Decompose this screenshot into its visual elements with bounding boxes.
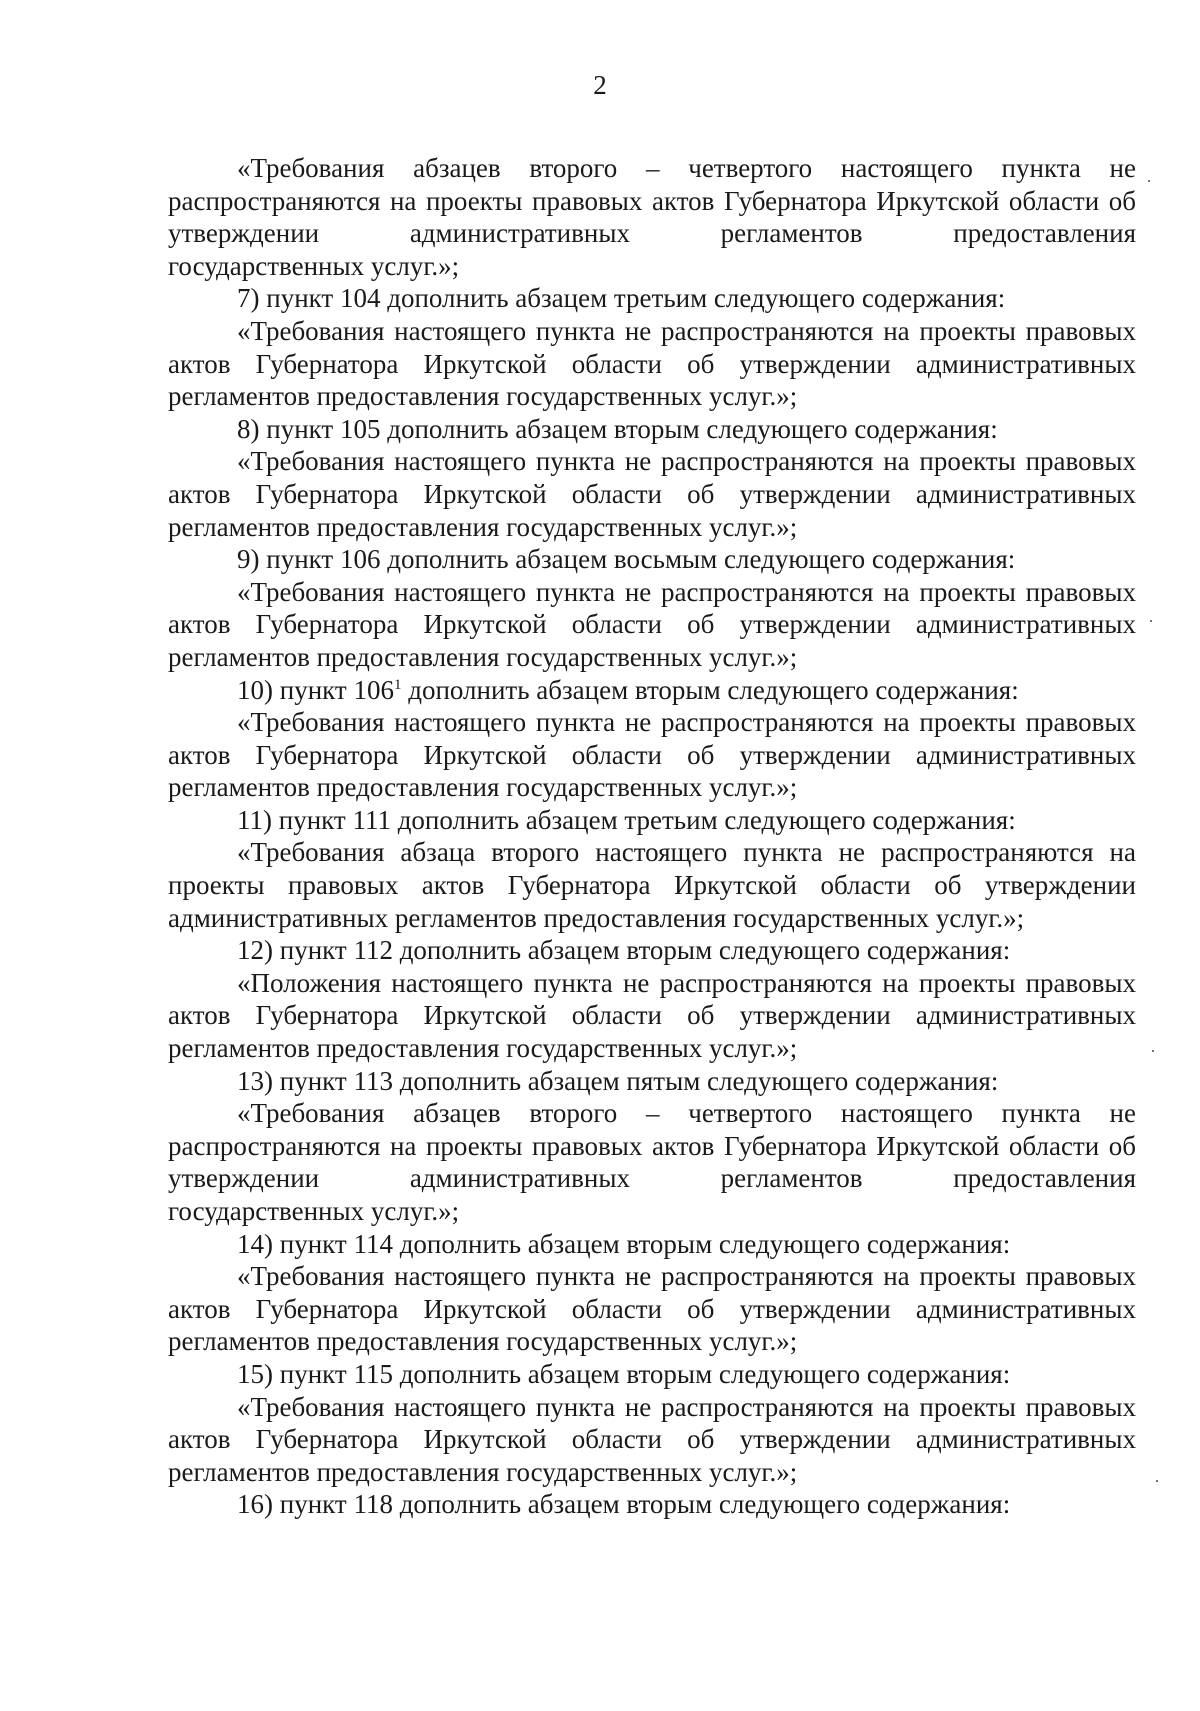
- paragraph-text: государственных услуг.»;: [168, 1196, 460, 1226]
- paragraph-text: «Требования настоящего пункта не распространяются на проекты правовых актов Губернатора Иркутской области об утверждении административных регламентов предоставления государственных услуг.»;: [168, 1261, 1136, 1357]
- superscript: 1: [393, 676, 402, 693]
- paragraph-item: [168, 1065, 1136, 1098]
- paragraph-text: дополнить абзацем вторым следующего содержания:: [401, 674, 1019, 705]
- paragraph-item: [168, 1488, 1136, 1521]
- paragraph-text: «Требования абзаца второго настоящего пункта не распространяются на проекты правовых актов Губернатора Иркутской области об утверждении административных регламентов предоставления государственных услуг.»;: [168, 837, 1136, 933]
- paragraph-quote: [168, 315, 1136, 413]
- scan-speck: [1152, 1050, 1154, 1052]
- paragraph-text: «Требования настоящего пункта не распространяются на проекты правовых актов Губернатора Иркутской области об утверждении административных регламентов предоставления государственных услуг.»;: [168, 707, 1136, 803]
- document-body: [168, 152, 1136, 1521]
- paragraph-item: [168, 413, 1136, 446]
- paragraph-text: «Требования абзацев второго – четвертого настоящего пункта не распространяются на проекты правовых актов Губернатора Иркутской области об утверждении административных регламентов предоставления: [168, 153, 1136, 249]
- paragraph-text: 9) пункт 106 дополнить абзацем восьмым следующего содержания:: [237, 544, 1016, 575]
- paragraph-item: [168, 282, 1136, 315]
- paragraph-item: [168, 804, 1136, 837]
- scan-speck: [1150, 620, 1152, 622]
- paragraph-quote: [168, 445, 1136, 543]
- paragraph-item: [168, 674, 1136, 707]
- scan-speck: [1156, 1480, 1158, 1482]
- paragraph-text: 14) пункт 114 дополнить абзацем вторым следующего содержания:: [237, 1228, 1011, 1259]
- paragraph-item: [168, 1358, 1136, 1391]
- paragraph-quote: [168, 152, 1136, 282]
- paragraph-item: [168, 1228, 1136, 1261]
- paragraph-text: «Требования абзацев второго – четвертого настоящего пункта не распространяются на проекты правовых актов Губернатора Иркутской области об утверждении административных регламентов предоставления: [168, 1098, 1136, 1194]
- paragraph-text: «Положения настоящего пункта не распространяются на проекты правовых актов Губернатора Иркутской области об утверждении административных регламентов предоставления государственных услуг.»;: [168, 967, 1136, 1064]
- page-number: 2: [593, 70, 607, 100]
- paragraph-quote: [168, 1391, 1136, 1489]
- paragraph-quote: [168, 836, 1136, 934]
- paragraph-text: «Требования настоящего пункта не распространяются на проекты правовых актов Губернатора Иркутской области об утверждении административных регламентов предоставления государственных услуг.»;: [168, 315, 1136, 412]
- paragraph-quote: [168, 1097, 1136, 1227]
- paragraph-text: 7) пункт 104 дополнить абзацем третьим следующего содержания:: [237, 283, 1006, 314]
- paragraph-text: 10) пункт 106: [237, 674, 394, 705]
- paragraph-text: 15) пункт 115 дополнить абзацем вторым следующего содержания:: [237, 1358, 1011, 1389]
- paragraph-text: 12) пункт 112 дополнить абзацем вторым следующего содержания:: [237, 935, 1011, 966]
- paragraph-text: «Требования настоящего пункта не распространяются на проекты правовых актов Губернатора Иркутской области об утверждении административных регламентов предоставления государственных услуг.»;: [168, 576, 1136, 672]
- paragraph-quote: [168, 967, 1136, 1065]
- paragraph-text: 11) пункт 111 дополнить абзацем третьим следующего содержания:: [237, 804, 1016, 835]
- paragraph-text: 13) пункт 113 дополнить абзацем пятым следующего содержания:: [237, 1065, 999, 1096]
- paragraph-text: государственных услуг.»;: [168, 250, 460, 281]
- paragraph-quote: [168, 706, 1136, 804]
- paragraph-text: 8) пункт 105 дополнить абзацем вторым следующего содержания:: [237, 413, 998, 444]
- paragraph-text: 16) пункт 118 дополнить абзацем вторым следующего содержания:: [237, 1489, 1011, 1520]
- paragraph-text: «Требования настоящего пункта не распространяются на проекты правовых актов Губернатора Иркутской области об утверждении административных регламентов предоставления государственных услуг.»;: [168, 1391, 1136, 1487]
- paragraph-item: [168, 934, 1136, 967]
- paragraph-text: «Требования настоящего пункта не распространяются на проекты правовых актов Губернатора Иркутской области об утверждении административных регламентов предоставления государственных услуг.»;: [168, 446, 1136, 542]
- paragraph-item: [168, 543, 1136, 576]
- paragraph-quote: [168, 576, 1136, 674]
- scan-speck: [1148, 180, 1150, 182]
- paragraph-quote: [168, 1260, 1136, 1358]
